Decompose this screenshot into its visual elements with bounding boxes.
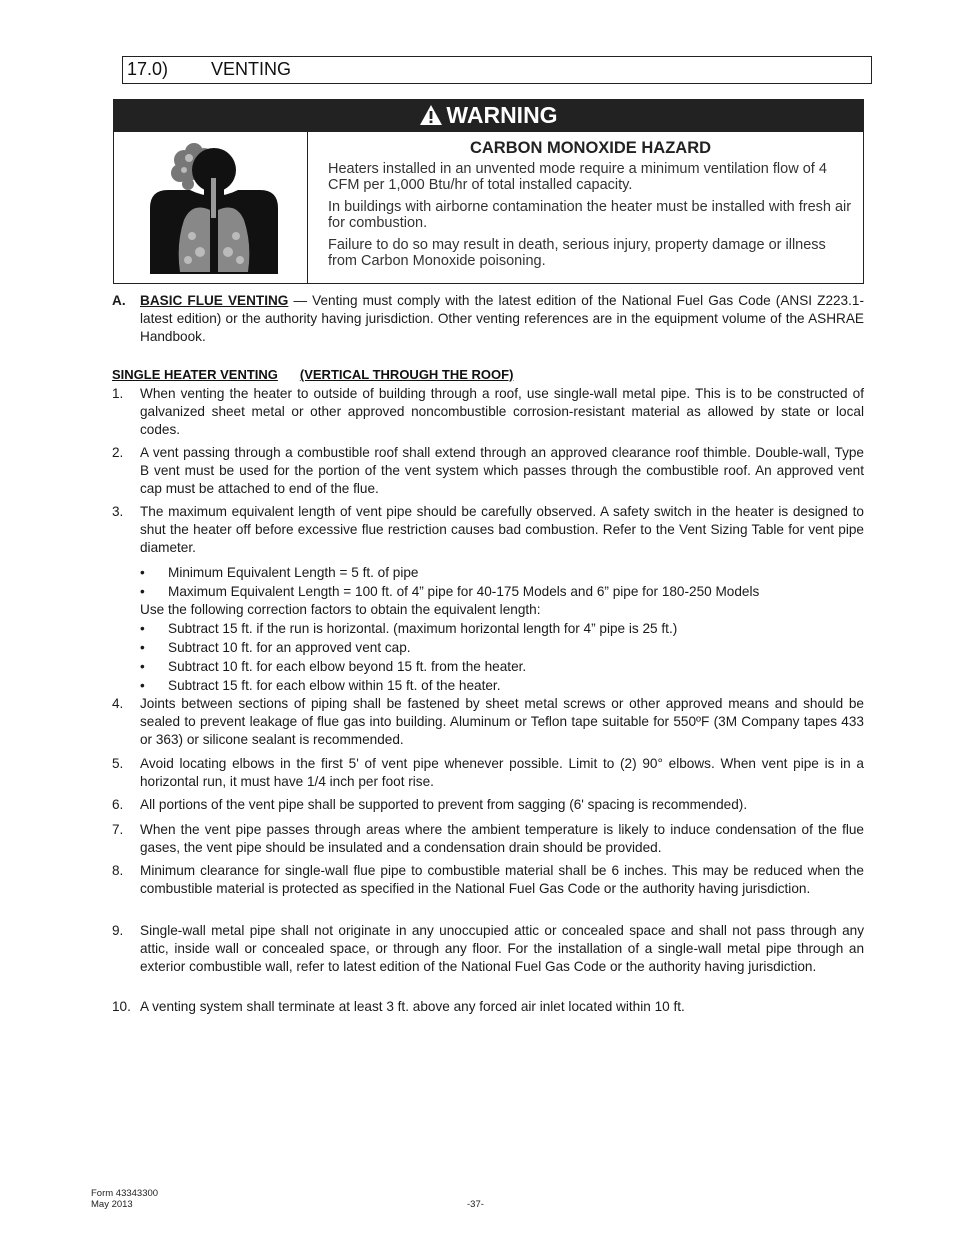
- item-number: 2.: [112, 445, 124, 460]
- list-item: • Maximum Equivalent Length = 100 ft. of 4” pipe for 40-175 Models and 6” pipe for 180-250 Models: [140, 583, 864, 601]
- basic-flue-text: — Venting must comply with the latest edition of the National Fuel Gas Code (ANSI Z223.1-latest edition) or the authority having jurisdiction. Other venting references are in the equipment volume of the ASHRAE Handbook.: [140, 293, 864, 344]
- footer-form: Form 43343300: [91, 1188, 159, 1199]
- list-item: [112, 998, 864, 1016]
- item-number: 9.: [112, 923, 124, 938]
- list-item: [112, 821, 864, 857]
- item-number: 6.: [112, 797, 124, 812]
- section-header: [122, 56, 872, 84]
- subheading-part2: (VERTICAL THROUGH THE ROOF): [299, 367, 514, 382]
- list-item: • Subtract 10 ft. for each elbow beyond 15 ft. from the heater.: [140, 658, 864, 676]
- item-number: 3.: [112, 504, 124, 519]
- list-item: • Subtract 15 ft. for each elbow within 15 ft. of the heater.: [140, 677, 864, 695]
- item-text: When venting the heater to outside of building through a roof, use single-wall metal pipe. This is to be constructed of galvanized sheet metal or other approved noncombustible corrosion-resistant material as allowed by state or local codes.: [140, 386, 864, 437]
- list-item: [112, 755, 864, 791]
- correction-intro: Use the following correction factors to obtain the equivalent length:: [140, 602, 541, 617]
- item-text: Single-wall metal pipe shall not originate in any unoccupied attic or concealed space and shall not pass through any attic, inside wall or concealed space, or through any floor. For the installation of a single-wall metal pipe through an exterior combustible wall, refer to latest edition of the National Fuel Gas Code or the authority having jurisdiction.: [140, 923, 864, 974]
- page-number: -37-: [467, 1199, 484, 1210]
- warning-paragraph: In buildings with airborne contamination the heater must be installed with fresh air for combustion.: [328, 199, 852, 231]
- list-item: [112, 503, 864, 556]
- bullet-text: Maximum Equivalent Length = 100 ft. of 4” pipe for 40-175 Models and 6” pipe for 180-250 Models: [168, 584, 760, 599]
- list-item: • Minimum Equivalent Length = 5 ft. of pipe: [140, 564, 864, 582]
- list-item: [112, 385, 864, 438]
- item-number: 10.: [112, 999, 131, 1014]
- item-number: 5.: [112, 756, 124, 771]
- item-text: Minimum clearance for single-wall flue pipe to combustible material shall be 6 inches. This may be reduced when the combustible material is protected as specified in the National Fuel Gas Code or the authority having jurisdiction.: [140, 863, 864, 896]
- warning-message: [328, 132, 853, 283]
- warning-label: WARNING: [446, 102, 558, 128]
- warning-paragraph: Heaters installed in an unvented mode require a minimum ventilation flow of 4 CFM per 1,000 Btu/hr of total installed capacity.: [328, 161, 827, 193]
- pictogram-cell: [114, 132, 308, 283]
- subheading-part1: SINGLE HEATER VENTING: [112, 367, 278, 382]
- bullet-text: Minimum Equivalent Length = 5 ft. of pipe: [168, 565, 419, 580]
- list-item: [112, 922, 864, 975]
- warning-box: [113, 99, 864, 284]
- single-heater-subheading: [112, 367, 535, 382]
- footer-date: May 2013: [91, 1199, 133, 1210]
- warning-heading: CARBON MONOXIDE HAZARD: [469, 139, 712, 157]
- item-text: When the vent pipe passes through areas where the ambient temperature is likely to induce condensation of the flue gases, the vent pipe should be insulated and a condensation drain should be provided.: [140, 822, 864, 855]
- warning-triangle-icon: [419, 104, 443, 126]
- section-title: VENTING: [211, 59, 292, 79]
- item-text: All portions of the vent pipe shall be supported to prevent from sagging (6' spacing is recommended).: [140, 797, 748, 812]
- list-item: [112, 862, 864, 898]
- item-text: A vent passing through a combustible roof shall extend through an approved clearance roof thimble. Double-wall, Type B vent must be used for the portion of the vent system which passes through the combustible roof. An approved vent cap must be attached to end of the flue.: [140, 445, 864, 496]
- warning-bar: [114, 100, 863, 132]
- item-number: 4.: [112, 696, 124, 711]
- bullet-text: Subtract 10 ft. for an approved vent cap.: [168, 640, 411, 655]
- co-inhalation-pictogram-icon: [144, 140, 279, 274]
- item-number: 8.: [112, 863, 124, 878]
- item-text: Joints between sections of piping shall be fastened by sheet metal screws or other approved means and should be sealed to prevent leakage of flue gas into building. Aluminum or Teflon tape suitable for 550ºF (3M Company tapes 433 or 363) or silicone sealant is recommended.: [140, 696, 864, 747]
- bullet-text: Subtract 10 ft. for each elbow beyond 15 ft. from the heater.: [168, 659, 527, 674]
- item-text: Avoid locating elbows in the first 5' of vent pipe whenever possible. Limit to (2) 90° elbows. When vent pipe is in a horizontal run, it must have 1/4 inch per foot rise.: [140, 756, 864, 789]
- item-text: A venting system shall terminate at least 3 ft. above any forced air inlet located within 10 ft.: [140, 999, 685, 1014]
- bullet-text: Subtract 15 ft. if the run is horizontal. (maximum horizontal length for 4” pipe is 25 ft.): [168, 621, 678, 636]
- item-number: 7.: [112, 822, 124, 837]
- list-item: [112, 695, 864, 748]
- basic-flue-lead: BASIC FLUE VENTING: [140, 293, 289, 308]
- list-item: • Subtract 15 ft. if the run is horizontal. (maximum horizontal length for 4” pipe is 25 ft.): [140, 620, 864, 638]
- warning-paragraph: Failure to do so may result in death, serious injury, property damage or illness from Carbon Monoxide poisoning.: [328, 237, 826, 269]
- bullet-text: Subtract 15 ft. for each elbow within 15 ft. of the heater.: [168, 678, 501, 693]
- item-number: 1.: [112, 386, 124, 401]
- list-item: • Subtract 10 ft. for an approved vent cap.: [140, 639, 864, 657]
- item-text: The maximum equivalent length of vent pipe should be carefully observed. A safety switch in the heater is designed to shut the heater off before excessive flue restriction causes bad combustion. Refer to the Vent Sizing Table for vent pipe diameter.: [140, 504, 864, 555]
- basic-flue-paragraph: [112, 292, 864, 345]
- list-item: [112, 796, 864, 814]
- list-item: [112, 444, 864, 497]
- basic-flue-letter: A.: [112, 293, 126, 308]
- section-number: 17.0): [127, 59, 169, 79]
